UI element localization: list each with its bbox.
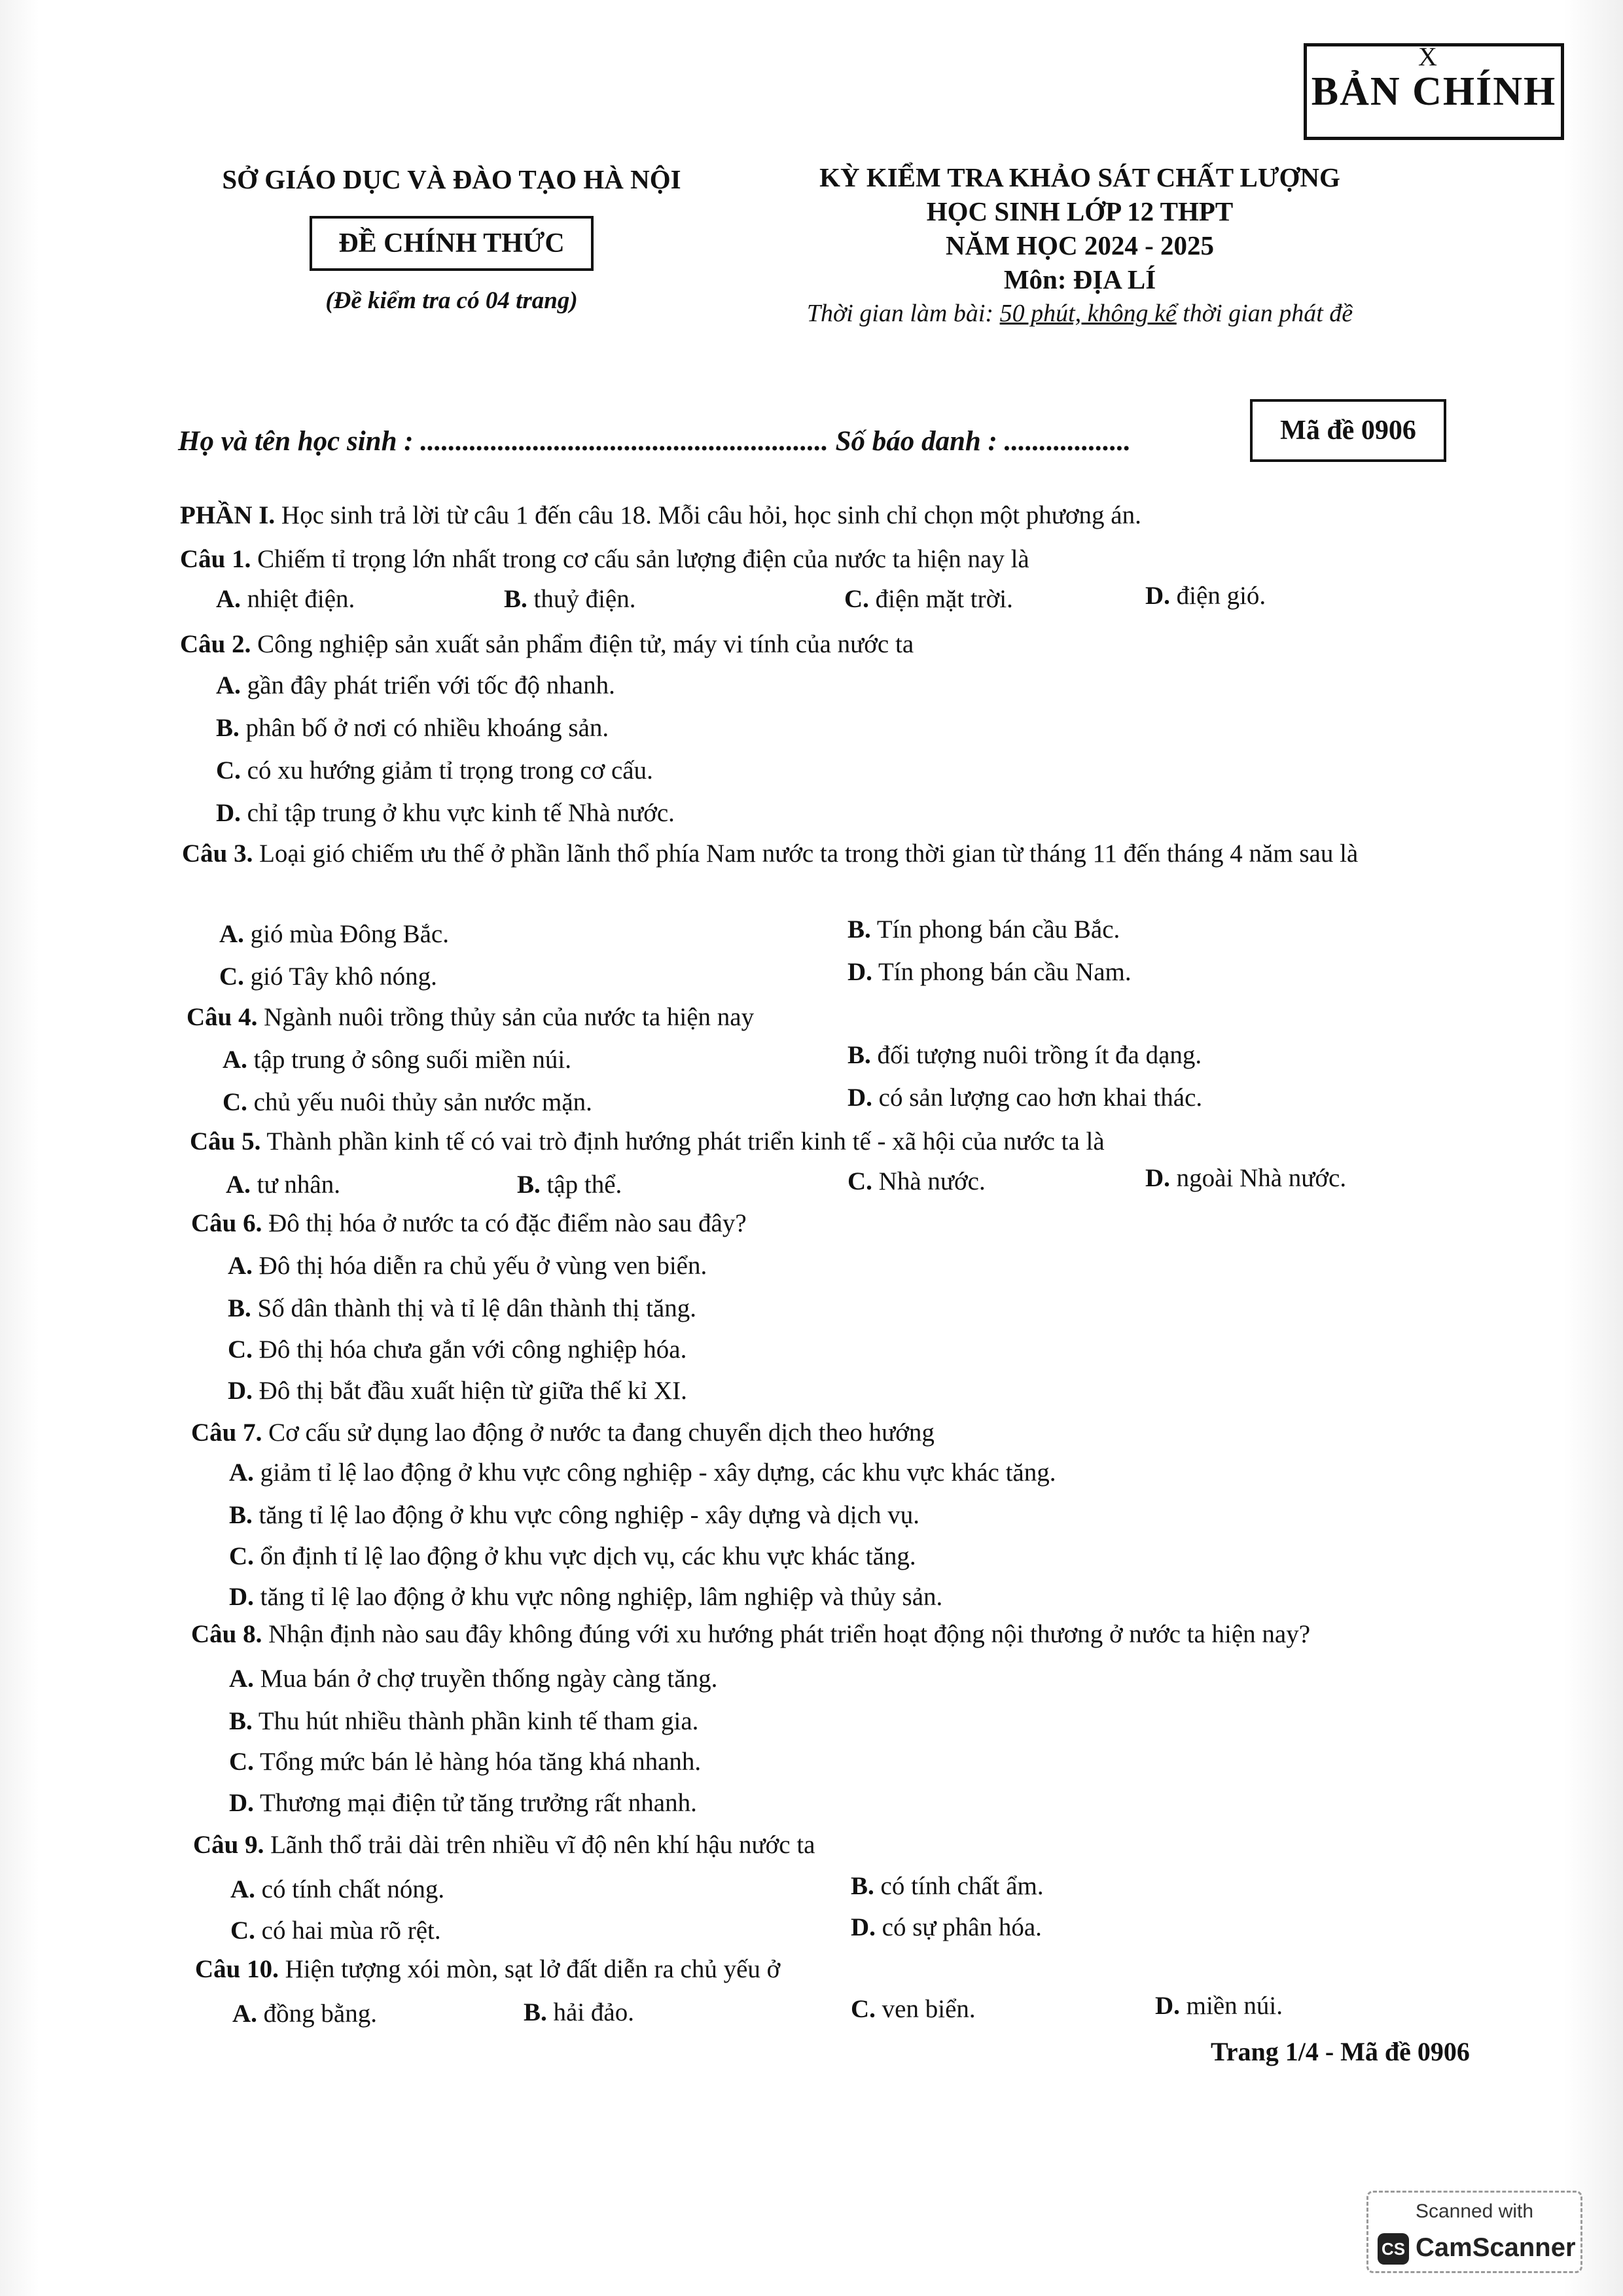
option-text: tập thể. [546, 1171, 622, 1199]
q4-option-d [847, 1083, 1202, 1112]
option-letter: D. [851, 1913, 876, 1941]
camscanner-watermark [1366, 2191, 1582, 2273]
option-text: chủ yếu nuôi thủy sản nước mặn. [253, 1088, 592, 1116]
q6-option-b [228, 1294, 696, 1323]
header-left [196, 164, 707, 315]
section-title: PHẦN I. [180, 501, 276, 529]
student-name-label: Họ và tên học sinh : [178, 426, 414, 457]
option-text: có sản lượng cao hơn khai thác. [878, 1084, 1203, 1112]
question-number: Câu 1. [180, 545, 251, 573]
student-id-field: .................. [1004, 426, 1132, 457]
option-letter: A. [229, 1665, 254, 1693]
option-text: Tổng mức bán lẻ hàng hóa tăng khá nhanh. [259, 1748, 702, 1776]
option-letter: B. [228, 1294, 251, 1322]
option-letter: D. [229, 1789, 254, 1817]
q3-option-c [219, 962, 437, 991]
question-number: Câu 8. [191, 1620, 262, 1648]
question-number: Câu 2. [180, 630, 251, 658]
option-text: đồng bằng. [263, 2000, 377, 2028]
option-text: Đô thị hóa chưa gắn với công nghiệp hóa. [259, 1335, 687, 1364]
option-letter: B. [847, 915, 871, 944]
camscanner-logo-icon: CS [1378, 2233, 1409, 2265]
q9-option-c [230, 1916, 441, 1945]
option-text: Số dân thành thị và tỉ lệ dân thành thị tăng. [257, 1294, 696, 1322]
option-text: gần đây phát triển với tốc độ nhanh. [247, 671, 615, 699]
option-letter: B. [524, 1998, 547, 2026]
question-1 [180, 543, 1029, 576]
q7-option-b [229, 1500, 919, 1530]
question-text: Loại gió chiếm ưu thế ở phần lãnh thổ phía Nam nước ta trong thời gian từ tháng 11 đến tháng 4 năm sau là [259, 839, 1359, 868]
q5-option-c [847, 1167, 986, 1196]
option-letter: C. [847, 1167, 872, 1195]
q1-option-d [1145, 581, 1266, 610]
q8-option-b [229, 1706, 698, 1736]
q8-option-c [229, 1747, 701, 1776]
pages-note: (Đề kiểm tra có 04 trang) [325, 287, 578, 314]
q3-option-d [847, 957, 1132, 987]
header-right [733, 160, 1427, 330]
option-letter: C. [216, 756, 241, 785]
option-letter: D. [228, 1377, 253, 1405]
q1-option-c [844, 584, 1013, 614]
question-number: Câu 5. [190, 1127, 261, 1156]
q4-option-a [223, 1045, 571, 1074]
q5-option-d [1145, 1163, 1346, 1193]
option-text: hải đảo. [553, 1998, 634, 2026]
q6-option-c [228, 1335, 687, 1364]
exam-title-line1: KỲ KIỂM TRA KHẢO SÁT CHẤT LƯỢNG [819, 162, 1340, 192]
question-text: Nhận định nào sau đây không đúng với xu hướng phát triển hoạt động nội thương ở nước ta hiện nay? [268, 1620, 1311, 1648]
q7-option-d [229, 1582, 942, 1612]
exam-title-line2: HỌC SINH LỚP 12 THPT [926, 196, 1234, 226]
subject: Môn: ĐỊA LÍ [1003, 264, 1156, 294]
q1-option-b [504, 584, 636, 614]
option-letter: C. [223, 1088, 247, 1116]
option-letter: A. [229, 1458, 254, 1487]
question-9 [193, 1829, 815, 1862]
question-2 [180, 628, 914, 661]
option-letter: D. [216, 799, 241, 827]
option-text: có tính chất ẩm. [880, 1872, 1044, 1900]
question-text: Cơ cấu sử dụng lao động ở nước ta đang chuyển dịch theo hướng [268, 1419, 935, 1447]
question-number: Câu 10. [195, 1955, 279, 1983]
option-text: phân bố ở nơi có nhiều khoáng sản. [245, 714, 609, 742]
question-7 [191, 1417, 935, 1449]
stamp-label: BẢN CHÍNH [1311, 69, 1557, 114]
option-text: gió Tây khô nóng. [250, 963, 437, 991]
original-copy-stamp [1304, 43, 1564, 140]
question-number: Câu 7. [191, 1419, 262, 1447]
school-year: NĂM HỌC 2024 - 2025 [946, 230, 1214, 260]
question-number: Câu 9. [193, 1831, 264, 1859]
q2-option-a [216, 671, 615, 700]
official-exam-badge: ĐỀ CHÍNH THỨC [310, 216, 593, 271]
page-footer: Trang 1/4 - Mã đề 0906 [1211, 2037, 1470, 2066]
option-text: ổn định tỉ lệ lao động ở khu vực dịch vụ, các khu vực khác tăng. [260, 1542, 916, 1570]
option-text: Mua bán ở chợ truyền thống ngày càng tăng. [260, 1665, 718, 1693]
time-prefix: Thời gian làm bài: [806, 300, 1000, 327]
option-text: đối tượng nuôi trồng ít đa dạng. [877, 1041, 1202, 1069]
option-letter: B. [851, 1872, 874, 1900]
question-number: Câu 6. [191, 1209, 262, 1237]
time-suffix: thời gian phát đề [1176, 300, 1353, 327]
question-6 [191, 1207, 747, 1240]
option-letter: C. [851, 1995, 876, 2023]
section-heading [180, 501, 1141, 530]
q9-option-a [230, 1875, 444, 1904]
option-letter: D. [229, 1583, 254, 1611]
question-text: Đô thị hóa ở nước ta có đặc điểm nào sau đây? [268, 1209, 747, 1237]
option-letter: C. [229, 1542, 254, 1570]
option-letter: C. [229, 1748, 254, 1776]
option-text: có tính chất nóng. [261, 1875, 445, 1903]
option-letter: A. [216, 585, 241, 613]
stamp-handwritten-mark: X [1418, 42, 1438, 71]
option-letter: A. [232, 2000, 257, 2028]
q1-option-a [216, 584, 355, 614]
option-text: Đô thị hóa diễn ra chủ yếu ở vùng ven biển. [259, 1252, 707, 1280]
q6-option-a [228, 1251, 707, 1280]
question-5 [190, 1125, 1105, 1158]
option-text: có sự phân hóa. [882, 1913, 1042, 1941]
question-text: Hiện tượng xói mòn, sạt lở đất diễn ra chủ yếu ở [285, 1955, 781, 1983]
option-text: Tín phong bán cầu Nam. [878, 958, 1132, 986]
q8-option-d [229, 1788, 697, 1818]
question-text: Lãnh thổ trải dài trên nhiều vĩ độ nên khí hậu nước ta [270, 1831, 815, 1859]
option-text: ngoài Nhà nước. [1176, 1164, 1347, 1192]
question-3 [182, 838, 1497, 870]
question-text: Ngành nuôi trồng thủy sản của nước ta hiện nay [264, 1003, 755, 1031]
option-text: giảm tỉ lệ lao động ở khu vực công nghiệp - xây dựng, các khu vực khác tăng. [260, 1458, 1056, 1487]
option-letter: A. [223, 1046, 247, 1074]
section-instruction: Học sinh trả lời từ câu 1 đến câu 18. Mỗi câu hỏi, học sinh chỉ chọn một phương án. [281, 501, 1141, 529]
question-10 [195, 1953, 780, 1986]
q2-option-c [216, 756, 653, 785]
question-text: Thành phần kinh tế có vai trò định hướng phát triển kinh tế - xã hội của nước ta là [266, 1127, 1105, 1156]
option-letter: A. [228, 1252, 253, 1280]
q8-option-a [229, 1664, 717, 1693]
q7-option-c [229, 1542, 916, 1571]
option-text: có xu hướng giảm tỉ trọng trong cơ cấu. [247, 756, 653, 785]
option-letter: C. [230, 1916, 255, 1945]
q5-option-a [226, 1170, 340, 1199]
q3-option-a [219, 919, 449, 949]
student-info-line [178, 425, 1131, 457]
option-text: Nhà nước. [878, 1167, 986, 1195]
organization-name: SỞ GIÁO DỤC VÀ ĐÀO TẠO HÀ NỘI [222, 164, 681, 194]
q9-option-d [851, 1913, 1042, 1942]
option-text: Thương mại điện tử tăng trưởng rất nhanh. [259, 1789, 697, 1817]
q2-option-d [216, 798, 675, 828]
option-letter: B. [847, 1041, 871, 1069]
q4-option-c [223, 1087, 592, 1117]
option-text: Thu hút nhiều thành phần kinh tế tham gia. [258, 1707, 699, 1735]
option-text: tăng tỉ lệ lao động ở khu vực công nghiệp - xây dựng và dịch vụ. [259, 1501, 920, 1529]
option-text: ven biển. [882, 1995, 976, 2023]
exam-code-box: Mã đề 0906 [1250, 399, 1446, 462]
question-8 [191, 1618, 1310, 1651]
option-letter: B. [504, 585, 527, 613]
option-letter: D. [847, 1084, 872, 1112]
option-text: tăng tỉ lệ lao động ở khu vực nông nghiệp, lâm nghiệp và thủy sản. [260, 1583, 943, 1611]
option-text: tư nhân. [257, 1171, 340, 1199]
option-text: Đô thị bắt đầu xuất hiện từ giữa thế kỉ XI. [259, 1377, 687, 1405]
option-letter: D. [1145, 1164, 1170, 1192]
option-text: nhiệt điện. [247, 585, 355, 613]
watermark-brand: CamScanner [1416, 2233, 1576, 2262]
option-text: miền núi. [1186, 1992, 1283, 2020]
q5-option-b [517, 1170, 622, 1199]
option-letter: A. [230, 1875, 255, 1903]
q6-option-d [228, 1376, 687, 1405]
q7-option-a [229, 1458, 1056, 1487]
question-number: Câu 4. [187, 1003, 258, 1031]
option-letter: A. [226, 1171, 251, 1199]
option-letter: D. [1145, 582, 1170, 610]
q9-option-b [851, 1871, 1044, 1901]
option-letter: A. [219, 920, 244, 948]
time-value: 50 phút, không kể [999, 300, 1177, 327]
option-letter: B. [216, 714, 240, 742]
question-4 [187, 1001, 754, 1034]
option-letter: C. [844, 585, 869, 613]
student-name-field: .......................................................... [420, 426, 829, 457]
q3-option-b [847, 915, 1120, 944]
option-text: thuỷ điện. [533, 585, 636, 613]
option-letter: B. [517, 1171, 541, 1199]
option-letter: C. [219, 963, 244, 991]
q10-option-c [851, 1994, 976, 2024]
option-letter: D. [1155, 1992, 1180, 2020]
option-letter: C. [228, 1335, 253, 1364]
option-text: có hai mùa rõ rệt. [261, 1916, 441, 1945]
q10-option-d [1155, 1991, 1283, 2021]
option-text: tập trung ở sông suối miền núi. [253, 1046, 572, 1074]
option-text: điện gió. [1176, 582, 1266, 610]
q2-option-b [216, 713, 609, 743]
student-id-label: Số báo danh : [835, 426, 997, 457]
question-number: Câu 3. [182, 839, 253, 868]
option-text: Tín phong bán cầu Bắc. [876, 915, 1120, 944]
watermark-caption: Scanned with [1415, 2200, 1534, 2222]
option-letter: B. [229, 1707, 253, 1735]
option-letter: D. [847, 958, 872, 986]
question-text: Công nghiệp sản xuất sản phẩm điện tử, máy vi tính của nước ta [257, 630, 914, 658]
q4-option-b [847, 1040, 1202, 1070]
q10-option-a [232, 1999, 377, 2028]
option-letter: B. [229, 1501, 253, 1529]
q10-option-b [524, 1998, 634, 2027]
option-text: gió mùa Đông Bắc. [250, 920, 449, 948]
option-letter: A. [216, 671, 241, 699]
question-text: Chiếm tỉ trọng lớn nhất trong cơ cấu sản lượng điện của nước ta hiện nay là [257, 545, 1029, 573]
option-text: chỉ tập trung ở khu vực kinh tế Nhà nước. [247, 799, 675, 827]
option-text: điện mặt trời. [875, 585, 1013, 613]
time-allowed [733, 296, 1427, 330]
